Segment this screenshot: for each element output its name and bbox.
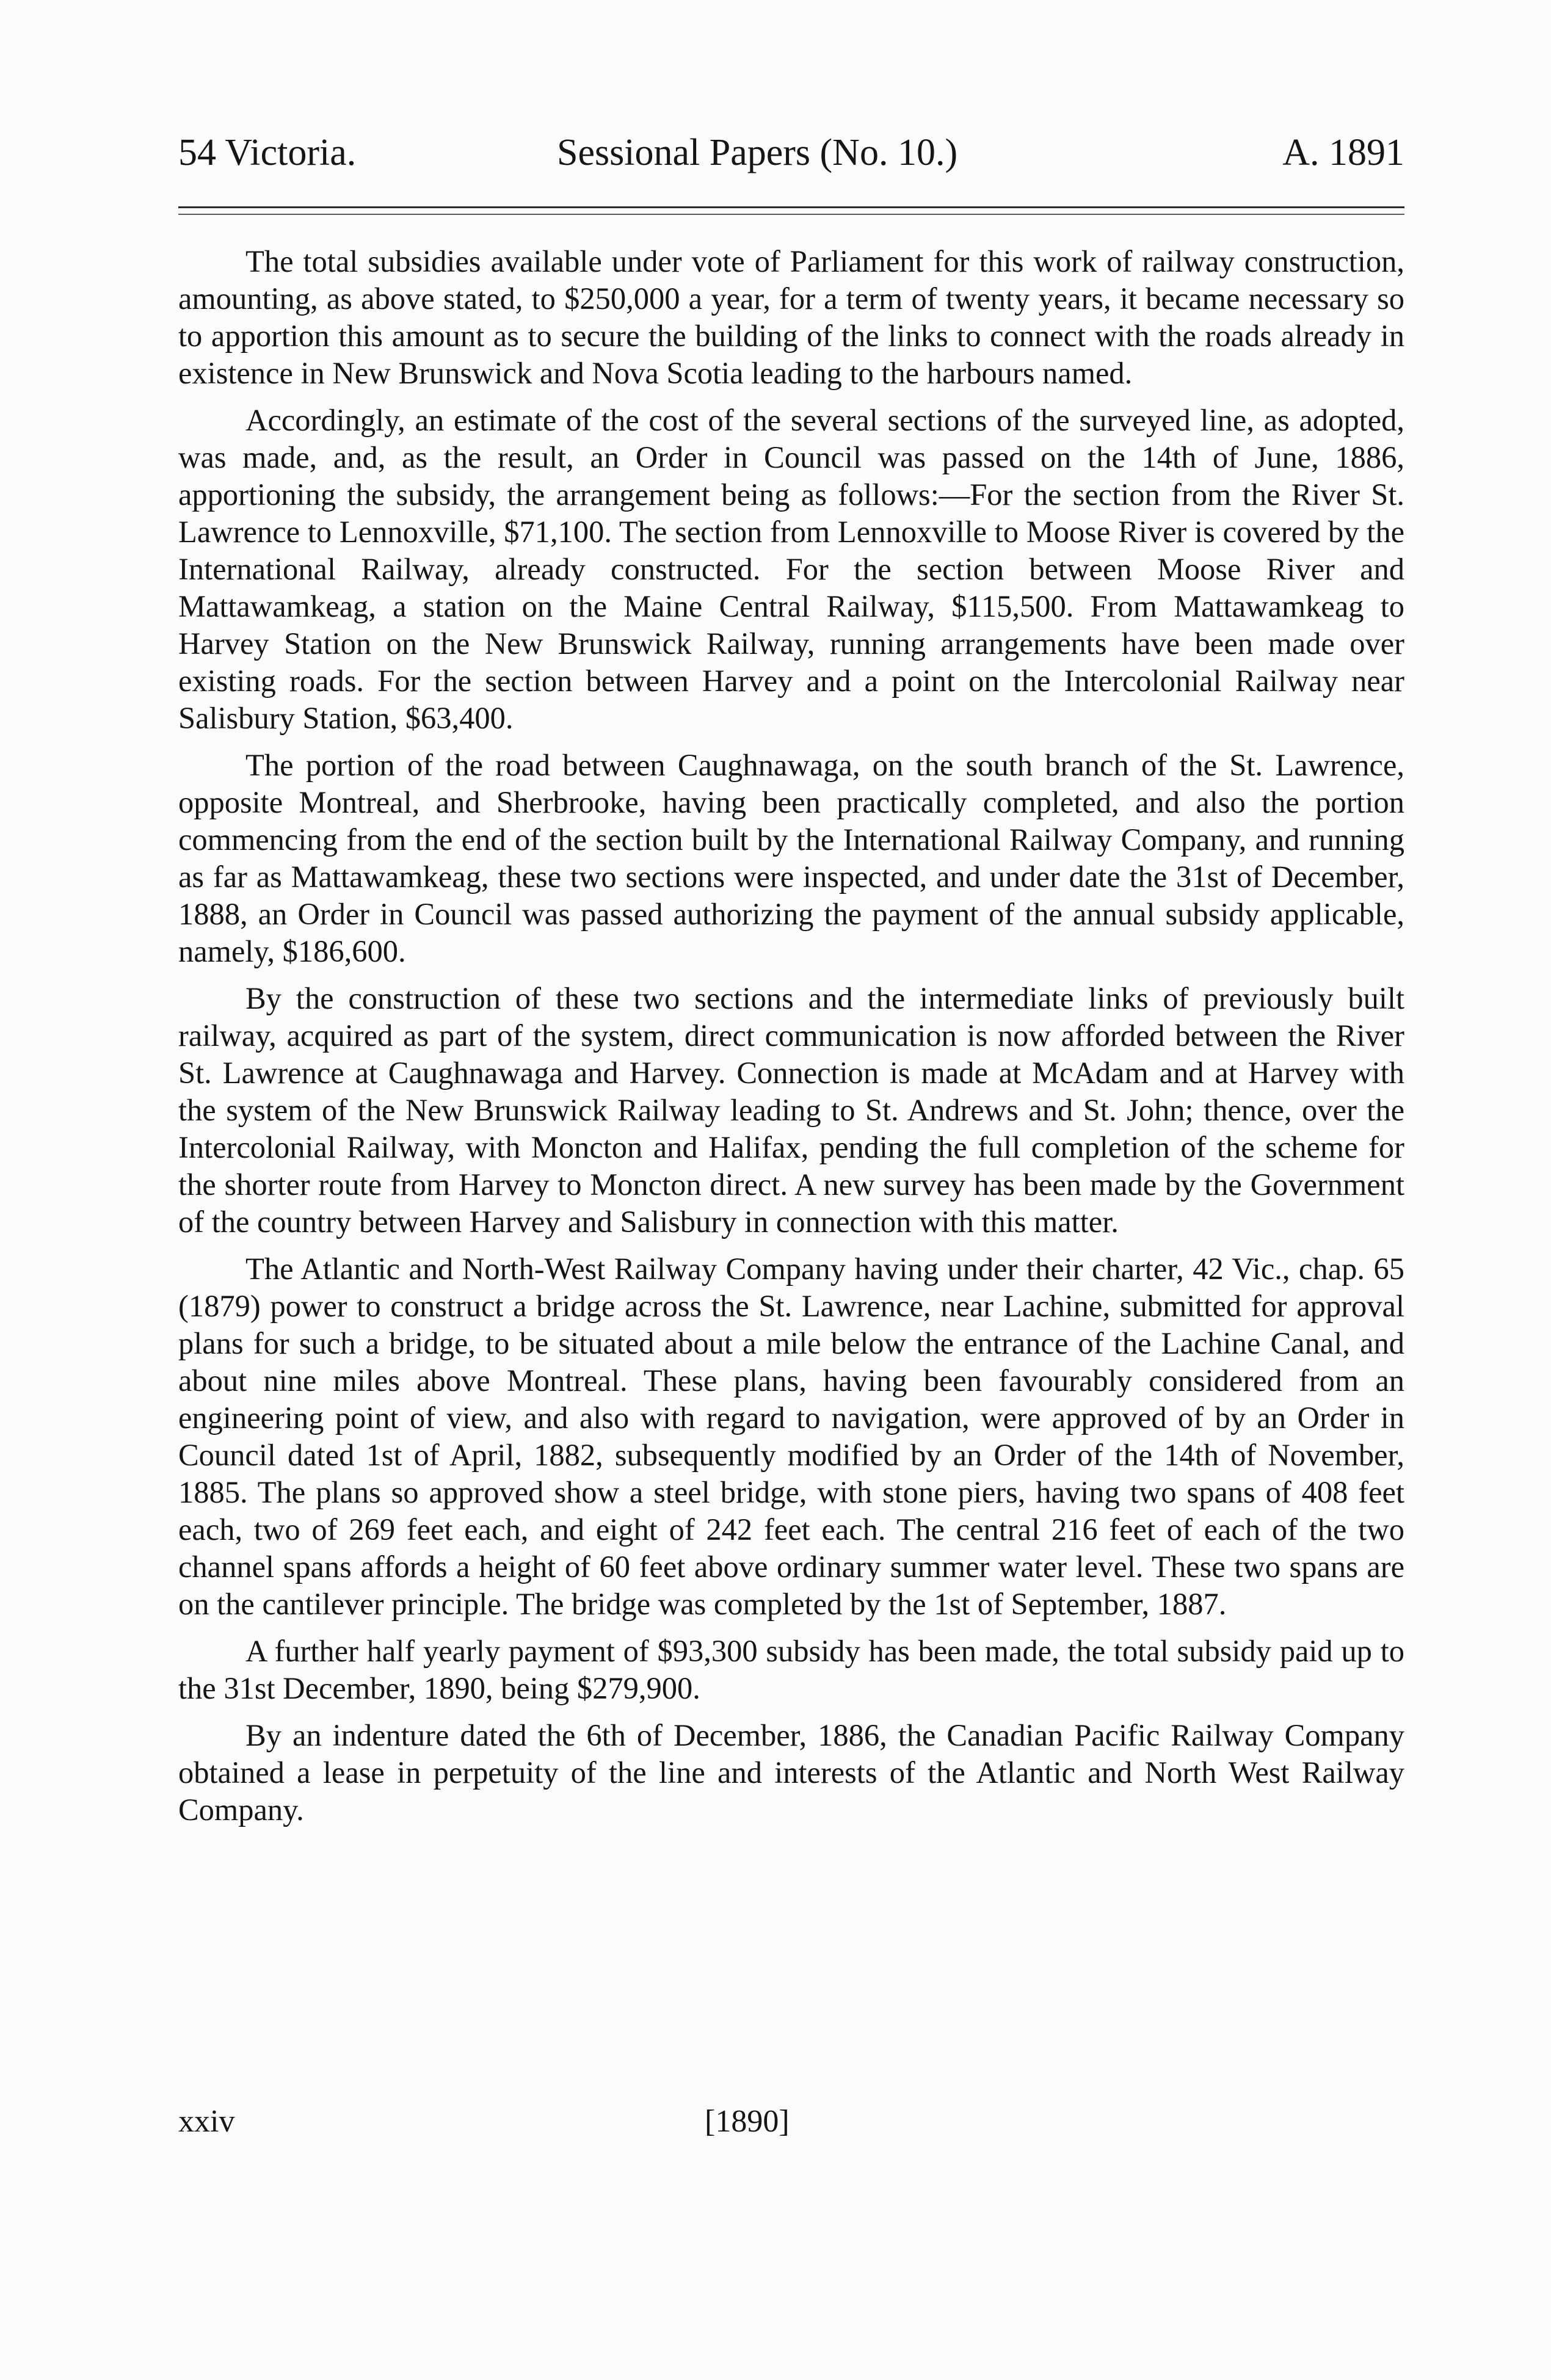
header-session: 54 Victoria.	[178, 132, 357, 173]
footer-bracket-number: [1890]	[705, 2104, 790, 2139]
paragraph-subsidies: The total subsidies available under vote of Parliament for this work of railway construction, amounting, as above stated, to $250,000 a year, for a term of twenty years, it became necessary so to apportion this amount as to secure the building of the links to connect with the roads already in existence in New Brunswick and Nova Scotia leading to the harbours named.	[178, 244, 1404, 390]
header-year: A. 1891	[1282, 132, 1404, 173]
paragraph-bridge: The Atlantic and North-West Railway Company having under their charter, 42 Vic., chap. 65 (1879) power to construct a bridge across the St. Lawrence, near Lachine, submitted for approval plans for such a bridge, to be situated about a mile below the entrance of the Lachine Canal, and about nine miles above Montreal. These plans, having been favourably considered from an engineering point of view, and also with regard to navigation, were approved of by an Order in Council dated 1st of April, 1882, subsequently modified by an Order of the 14th of November, 1885. The plans so approved show a steel bridge, with stone piers, having two spans of 408 feet each, two of 269 feet each, and eight of 242 feet each. The central 216 feet of each of the two channel spans affords a height of 60 feet above ordinary summer water level. These two spans are on the cantilever principle. The bridge was completed by the 1st of September, 1887.	[178, 1252, 1404, 1621]
body-text	[178, 243, 1404, 1838]
paragraph-construction: By the construction of these two sections and the intermediate links of previously built railway, acquired as part of the system, direct communication is now afforded between the River St. Lawrence at Caughnawaga and Harvey. Connection is made at McAdam and at Harvey with the system of the New Brunswick Railway leading to St. Andrews and St. John; thence, over the Intercolonial Railway, with Moncton and Halifax, pending the full completion of the scheme for the shorter route from Harvey to Moncton direct. A new survey has been made by the Government of the country between Harvey and Salisbury in connection with this matter.	[178, 981, 1404, 1239]
running-header	[178, 125, 1404, 180]
paragraph-estimate: Accordingly, an estimate of the cost of the several sections of the surveyed line, as adopted, was made, and, as the result, an Order in Council was passed on the 14th of June, 1886, apportioning the subsidy, the arrangement being as follows:—For the section from the River St. Lawrence to Lennoxville, $71,100. The section from Lennoxville to Moose River is covered by the International Railway, already constructed. For the section between Moose River and Mattawamkeag, a station on the Maine Central Railway, $115,500. From Mattawamkeag to Harvey Station on the New Brunswick Railway, running arrangements have been made over existing roads. For the section between Harvey and a point on the Intercolonial Railway near Salisbury Station, $63,400.	[178, 403, 1404, 735]
header-rule-bottom	[178, 214, 1404, 215]
paragraph-indenture: By an indenture dated the 6th of December, 1886, the Canadian Pacific Railway Company obtained a lease in perpetuity of the line and interests of the Atlantic and North West Railway Company.	[178, 1718, 1404, 1827]
page-footer	[178, 2100, 1094, 2143]
paragraph-payment: A further half yearly payment of $93,300 subsidy has been made, the total subsidy paid up to the 31st December, 1890, being $279,900.	[178, 1634, 1404, 1705]
header-title: Sessional Papers (No. 10.)	[557, 132, 958, 173]
paragraph-caughnawaga: The portion of the road between Caughnawaga, on the south branch of the St. Lawrence, opposite Montreal, and Sherbrooke, having been practically completed, and also the portion commencing from the end of the section built by the International Railway Company, and running as far as Mattawamkeag, these two sections were inspected, and under date the 31st of December, 1888, an Order in Council was passed authorizing the payment of the annual subsidy applicable, namely, $186,600.	[178, 748, 1404, 968]
header-rule-top	[178, 206, 1404, 208]
footer-page-number: xxiv	[178, 2104, 235, 2139]
